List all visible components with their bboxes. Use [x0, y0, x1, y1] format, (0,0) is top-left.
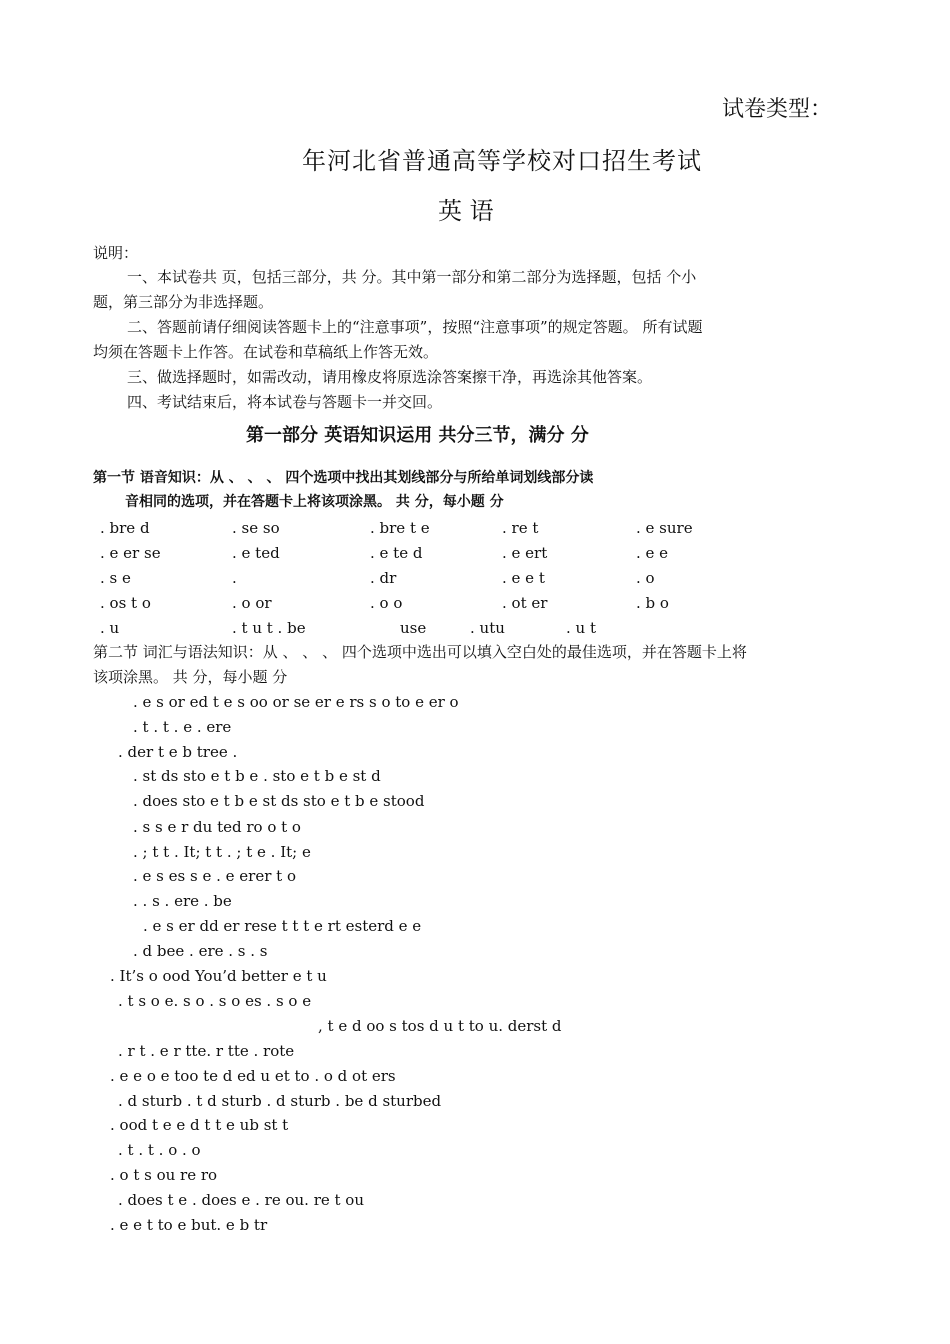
question-line: . s s e r du ted ro o t o: [133, 818, 301, 836]
section-one-heading-cont: 音相同的选项，并在答题卡上将该项涂黑。 共 分，每小题 分: [125, 494, 504, 510]
option: . e te d: [370, 544, 423, 562]
question-line: . does sto e t b e st ds sto e t b e stood: [133, 792, 425, 810]
question-line: . e e o e too te d ed u et to . o d ot ers: [110, 1067, 396, 1085]
section-two-heading-cont: 该项涂黑。 共 分，每小题 分: [93, 668, 288, 686]
option: . se so: [232, 519, 280, 537]
option: . bre t e: [370, 519, 430, 537]
question-line: . e s es s e . e erer t o: [133, 867, 296, 885]
question-line: . It’s o ood You’d better e t u: [110, 967, 327, 985]
question-line: . ; t t . It; t t . ; t e . It; e: [133, 843, 311, 861]
question-line: . e s er dd er rese t t t e rt esterd e e: [143, 917, 422, 935]
option: . dr: [370, 569, 397, 587]
option: . utu: [470, 619, 505, 637]
instruction-line: 三、做选择题时，如需改动，请用橡皮将原选涂答案擦干净，再选涂其他答案。: [127, 368, 653, 386]
instruction-line: 一、本试卷共 页，包括三部分，共 分。其中第一部分和第二部分为选择题，包括 个小: [127, 268, 697, 286]
question-line: . d bee . ere . s . s: [133, 942, 268, 960]
option: . e e t: [502, 569, 545, 587]
question-line: . t . t . o . o: [118, 1141, 201, 1159]
question-line: . r t . e r tte. r tte . rote: [118, 1042, 295, 1060]
instruction-line: 题，第三部分为非选择题。: [93, 293, 274, 311]
question-line: . o t s ou re ro: [110, 1166, 218, 1184]
part-one-title: 第一部分 英语知识运用 共分三节，满分 分: [246, 425, 589, 446]
option: . o: [636, 569, 655, 587]
question-line: , t e d oo s tos d u t to u. derst d: [318, 1017, 562, 1035]
option: . u: [100, 619, 120, 637]
option: . b o: [636, 594, 669, 612]
option: . bre d: [100, 519, 150, 537]
option: . u t: [566, 619, 596, 637]
section-two-heading: 第二节 词汇与语法知识：从 、 、 、 四个选项中选出可以填入空白处的最佳选项，并在答题卡上将: [93, 643, 747, 661]
instructions-label: 说明：: [93, 244, 139, 262]
question-line: . t s o e. s o . s o es . s o e: [118, 992, 312, 1010]
paper-type-label: 试卷类型：: [722, 97, 833, 122]
option: . ot er: [502, 594, 548, 612]
question-line: . . s . ere . be: [133, 892, 232, 910]
question-line: . e s or ed t e s oo or se er e rs s o to e er o: [133, 693, 459, 711]
instruction-line: 四、考试结束后，将本试卷与答题卡一并交回。: [127, 393, 443, 411]
option: . re t: [502, 519, 539, 537]
question-line: . t . t . e . ere: [133, 718, 232, 736]
question-line: . ood t e e d t t e ub st t: [110, 1116, 289, 1134]
option: . o or: [232, 594, 272, 612]
question-line: . e e t to e but. e b tr: [110, 1216, 268, 1234]
question-line: . does t e . does e . re ou. re t ou: [118, 1191, 364, 1209]
question-line: . der t e b tree .: [118, 743, 238, 761]
option: . e ert: [502, 544, 548, 562]
section-one-heading: 第一节 语音知识：从 、 、 、 四个选项中找出其划线部分与所给单词划线部分读: [93, 470, 594, 486]
option: . e ted: [232, 544, 280, 562]
option: . s e: [100, 569, 131, 587]
instruction-line: 二、答题前请仔细阅读答题卡上的“注意事项”，按照“注意事项”的规定答题。 所有试题: [127, 318, 703, 336]
option: . e er se: [100, 544, 161, 562]
question-line: . st ds sto e t b e . sto e t b e st d: [133, 767, 381, 785]
option: . t u t . be: [232, 619, 306, 637]
option: . e sure: [636, 519, 693, 537]
option: .: [232, 569, 237, 587]
subject-title: 英 语: [438, 197, 494, 225]
instruction-line: 均须在答题卡上作答。在试卷和草稿纸上作答无效。: [93, 343, 439, 361]
option: . e e: [636, 544, 669, 562]
option: . o o: [370, 594, 403, 612]
question-line: . d sturb . t d sturb . d sturb . be d sturbed: [118, 1092, 442, 1110]
option: . os t o: [100, 594, 151, 612]
exam-title: 年河北省普通高等学校对口招生考试: [302, 147, 702, 175]
option: use: [400, 619, 427, 637]
